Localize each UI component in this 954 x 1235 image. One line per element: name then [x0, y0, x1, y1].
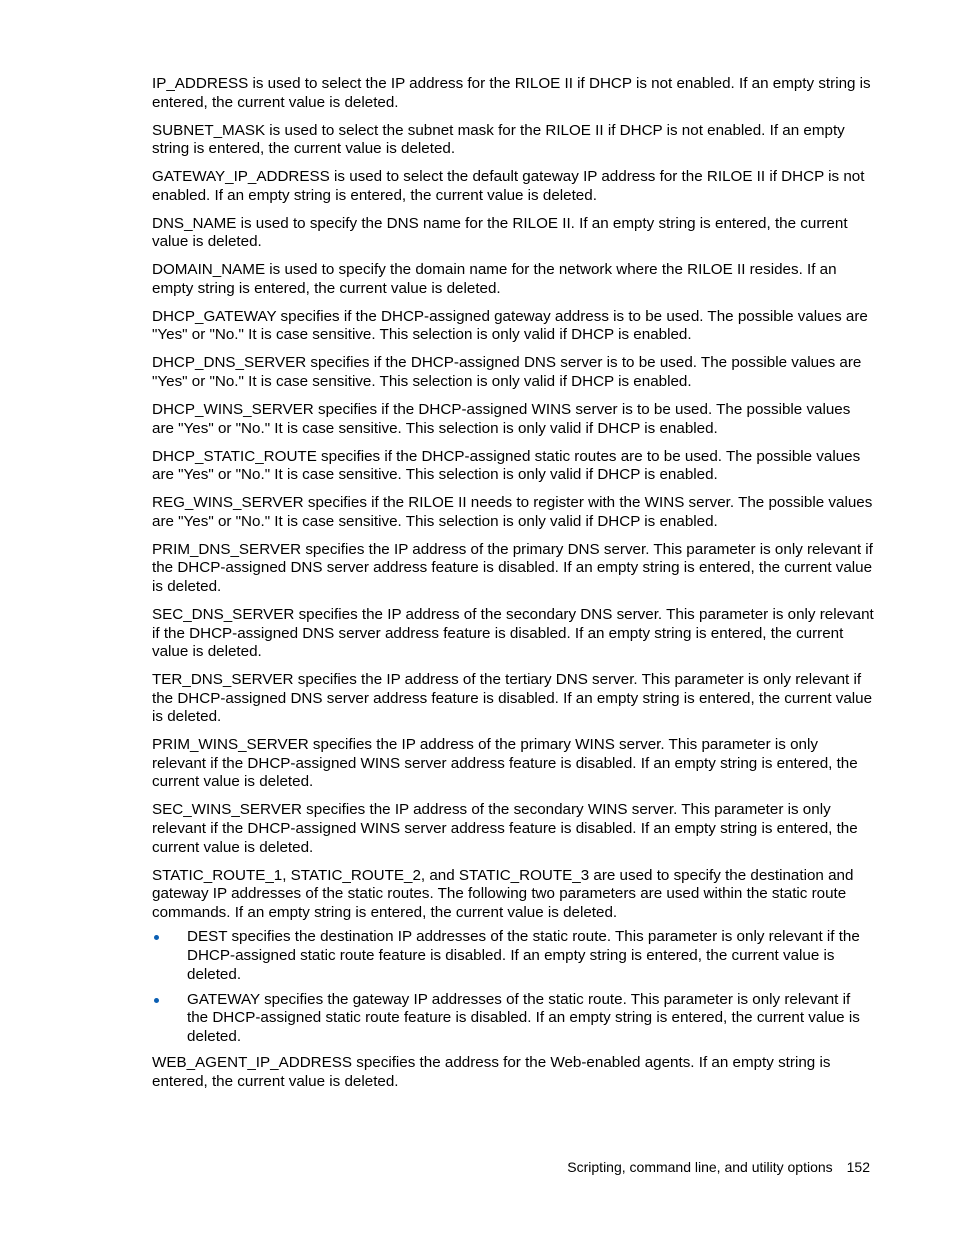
page-footer	[567, 1158, 870, 1176]
paragraph-ip-address: IP_ADDRESS is used to select the IP address for the RILOE II if DHCP is not enabled. If an empty string is entered, the current value is deleted.	[152, 75, 871, 111]
paragraph-dhcp-wins-server: DHCP_WINS_SERVER specifies if the DHCP-assigned WINS server is to be used. The possible values are "Yes" or "No." It is case sensitive. This selection is only valid if DHCP is enabled.	[152, 401, 851, 437]
static-route-parameter-list	[152, 928, 874, 1046]
paragraph-reg-wins-server: REG_WINS_SERVER specifies if the RILOE II needs to register with the WINS server. The possible values are "Yes" or "No." It is case sensitive. This selection is only valid if DHCP is enabled.	[152, 494, 873, 530]
bullet-icon	[154, 998, 159, 1003]
list-item-text: GATEWAY specifies the gateway IP addresses of the static route. This parameter is only relevant if the DHCP-assigned static route feature is disabled. If an empty string is entered, the current value is deleted.	[187, 990, 860, 1045]
paragraph-web-agent-ip-address: WEB_AGENT_IP_ADDRESS specifies the address for the Web-enabled agents. If an empty string is entered, the current value is deleted.	[152, 1054, 831, 1090]
paragraph-static-routes: STATIC_ROUTE_1, STATIC_ROUTE_2, and STATIC_ROUTE_3 are used to specify the destination and gateway IP addresses of the static routes. The following two parameters are used within the static route commands. If an empty string is entered, the current value is deleted.	[152, 866, 854, 921]
paragraph-subnet-mask: SUBNET_MASK is used to select the subnet mask for the RILOE II if DHCP is not enabled. If an empty string is entered, the current value is deleted.	[152, 121, 845, 158]
paragraph-dns-name: DNS_NAME is used to specify the DNS name for the RILOE II. If an empty string is entered, the current value is deleted.	[152, 214, 848, 251]
list-item	[152, 928, 874, 984]
list-item-text: DEST specifies the destination IP addresses of the static route. This parameter is only relevant if the DHCP-assigned static route feature is disabled. If an empty string is entered, the current value is deleted.	[187, 928, 860, 983]
bullet-icon	[154, 935, 159, 940]
document-body	[152, 75, 874, 1101]
paragraph-prim-dns-server: PRIM_DNS_SERVER specifies the IP address of the primary DNS server. This parameter is only relevant if the DHCP-assigned DNS server address feature is disabled. If an empty string is entered, the current value is deleted.	[152, 540, 873, 595]
paragraph-sec-wins-server: SEC_WINS_SERVER specifies the IP address of the secondary WINS server. This parameter is only relevant if the DHCP-assigned WINS server address feature is disabled. If an empty string is entered, the current value is deleted.	[152, 801, 858, 856]
paragraph-prim-wins-server: PRIM_WINS_SERVER specifies the IP address of the primary WINS server. This parameter is only relevant if the DHCP-assigned WINS server address feature is disabled. If an empty string is entered, the current value is deleted.	[152, 736, 858, 791]
footer-section-title: Scripting, command line, and utility options	[567, 1159, 833, 1175]
paragraph-gateway-ip-address: GATEWAY_IP_ADDRESS is used to select the default gateway IP address for the RILOE II if DHCP is not enabled. If an empty string is entered, the current value is deleted.	[152, 168, 865, 204]
paragraph-sec-dns-server: SEC_DNS_SERVER specifies the IP address of the secondary DNS server. This parameter is only relevant if the DHCP-assigned DNS server address feature is disabled. If an empty string is entered, the current value is deleted.	[152, 605, 874, 661]
paragraph-dhcp-static-route: DHCP_STATIC_ROUTE specifies if the DHCP-assigned static routes are to be used. The possible values are "Yes" or "No." It is case sensitive. This selection is only valid if DHCP is enabled.	[152, 447, 861, 484]
page-number: 152	[846, 1159, 870, 1175]
paragraph-dhcp-dns-server: DHCP_DNS_SERVER specifies if the DHCP-assigned DNS server is to be used. The possible values are "Yes" or "No." It is case sensitive. This selection is only valid if DHCP is enabled.	[152, 354, 862, 391]
paragraph-domain-name: DOMAIN_NAME is used to specify the domain name for the network where the RILOE II resides. If an empty string is entered, the current value is deleted.	[152, 261, 837, 297]
paragraph-dhcp-gateway: DHCP_GATEWAY specifies if the DHCP-assigned gateway address is to be used. The possible values are "Yes" or "No." It is case sensitive. This selection is only valid if DHCP is enabled.	[152, 307, 868, 344]
list-item	[152, 991, 874, 1047]
paragraph-ter-dns-server: TER_DNS_SERVER specifies the IP address of the tertiary DNS server. This parameter is only relevant if the DHCP-assigned DNS server address feature is disabled. If an empty string is entered, the current value is deleted.	[152, 671, 873, 726]
